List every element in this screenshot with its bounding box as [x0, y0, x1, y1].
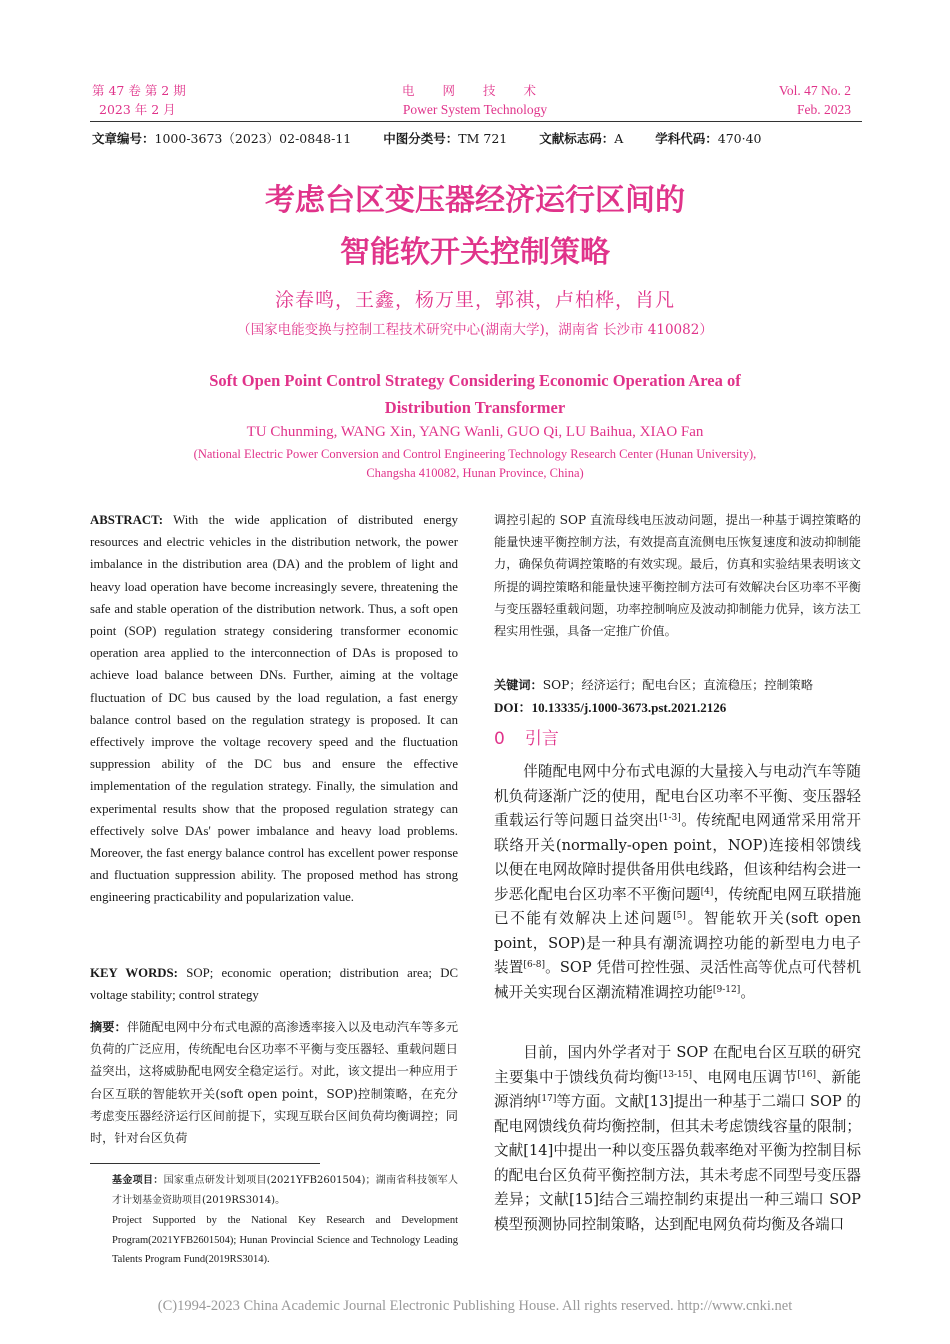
title-en-line2: Distribution Transformer [384, 398, 566, 417]
section-heading-intro [494, 726, 861, 752]
citation-ref[interactable]: [4] [700, 886, 714, 897]
copyright-notice: (C)1994-2023 China Academic Journal Electronic Publishing House. All rights reserved. http://www.cnki.net [157, 1298, 793, 1314]
journal-issue-en [640, 81, 851, 119]
clc-number: 中图分类号：TM 721 [383, 131, 508, 146]
document-code: 文献标志码：A [539, 131, 624, 146]
keywords-cn [494, 674, 861, 696]
abstract-en [90, 509, 458, 909]
doi [494, 697, 861, 719]
citation-ref[interactable]: [6-8] [523, 960, 546, 971]
citation-ref[interactable]: [16] [797, 1069, 816, 1080]
keywords-cn-label: 关键词： [494, 678, 543, 692]
affiliation-en-line1: (National Electric Power Conversion and Control Engineering Technology Research Center (Hunan University), [193, 447, 757, 461]
journal-name-en: Power System Technology [402, 102, 548, 117]
article-meta [92, 130, 790, 148]
abstract-cn [90, 1016, 458, 1149]
abstract-label: ABSTRACT: [90, 513, 164, 527]
affiliation-en [60, 445, 890, 483]
funding-cn-text: 国家重点研发计划项目(2021YFB2601504)；湖南省科技领军人才计划基金资助项目(2019RS3014)。 [112, 1175, 458, 1206]
paper-title-en [60, 367, 890, 421]
citation-ref[interactable]: [5] [673, 911, 686, 922]
volume-issue: 第 47 卷 第 2 期 [92, 83, 186, 98]
citation-ref[interactable]: [17] [537, 1094, 557, 1105]
section-title: 引言 [524, 729, 559, 749]
volume-issue-en: Vol. 47 No. 2 [778, 83, 851, 98]
footnote-funding-cn [112, 1171, 458, 1210]
section-number: 0 [494, 729, 505, 749]
authors-en: TU Chunming, WANG Xin, YANG Wanli, GUO Qi, LU Baihua, XIAO Fan [246, 424, 704, 440]
authors-cn: 涂春鸣，王鑫，杨万里，郭祺，卢柏桦，肖凡 [274, 289, 675, 311]
journal-issue-cn [92, 81, 186, 119]
keywords-cn-text: SOP；经济运行；配电台区；直流稳压；控制策略 [542, 678, 814, 692]
footnote-rule [90, 1163, 320, 1164]
doi-value: 10.13335/j.1000-3673.pst.2021.2126 [531, 700, 727, 715]
paper-title-cn [60, 175, 890, 279]
abstract-cn-continued: 调控引起的 SOP 直流母线电压波动问题，提出一种基于调控策略的能量快速平衡控制方法，有效提高直流侧电压恢复速度和波动抑制能力，确保负荷调控策略的有效实现。最后，仿真和实验结果表明该文所提的调控策略和能量快速平衡控制方法可有效解决台区功率不平衡与变压器轻重载问题，功率控制响应及波动抑制能力优异，该方法工程实用性强，具备一定推广价值。 [494, 513, 861, 639]
footnote-funding-en: Project Supported by the National Key Research and Development Program(2021YFB2601504); Hunan Provincial Science and Technology Leading Talents Program Fund(2019RS3014). [112, 1215, 458, 1266]
citation-ref[interactable]: [13-15] [658, 1069, 693, 1080]
citation-ref[interactable]: [9-12] [712, 984, 741, 995]
keywords-label: KEY WORDS: [90, 966, 178, 980]
issue-date-en: Feb. 2023 [797, 102, 851, 117]
affiliation-en-line2: Changsha 410082, Hunan Province, China) [366, 466, 584, 480]
abstract-cn-label: 摘要： [90, 1020, 127, 1034]
abstract-cn-text-left: 伴随配电网中分布式电源的高渗透率接入以及电动汽车等多元负荷的广泛应用，传统配电台区功率不平衡与变压器轻、重载问题日益突出，这将威胁配电网安全稳定运行。对此，该文提出一种应用于台区互联的智能软开关(soft open point，SOP)控制策略，在充分考虑变压器经济运行区间前提下，实现互联台区间负荷均衡调控；同时，针对台区负荷 [90, 1020, 459, 1146]
subject-code: 学科代码：470·40 [655, 131, 762, 146]
journal-name [300, 81, 650, 119]
keywords-en [90, 962, 458, 1006]
title-cn-line1: 考虑台区变压器经济运行区间的 [265, 183, 685, 218]
citation-ref[interactable]: [1-3] [659, 813, 681, 824]
doi-label: DOI： [494, 700, 532, 715]
issue-date: 2023 年 2 月 [99, 102, 176, 117]
article-number: 文章编号：1000-3673（2023）02-0848-11 [92, 131, 352, 146]
abstract-en-text: With the wide application of distributed energy resources and electric vehicles in the distribution network, the power imbalance in the distribution area (DA) and the problem of light and heavy load operation have become increasingly severe, threatening the safe and stable operation of the distribution network. Thus, a soft open point (SOP) regulation strategy considering transformer economic operation area applied to the interconnection of DAs is proposed to achieve load balance between DNs. Further, aiming at the voltage fluctuation of DC bus caused by the load regulation, a fast energy balance control based on the regulation strategy is proposed. It can effectively improve the voltage recovery speed and the fluctuation suppression ability of the DC bus and ensure the effective implementation of the regulation strategy. Finally, the simulation and experimental results show that the proposed regulation strategy can effectively solve DAs' power imbalance and heavy load problems. Moreover, the fast energy balance control has excellent power response and fluctuation suppression ability. The proposed method has strong engineering practicability and popularization value. [90, 513, 458, 905]
journal-name-cn: 电 网 技 术 [402, 83, 548, 98]
funding-label: 基金项目： [112, 1175, 164, 1186]
title-cn-line2: 智能软开关控制策略 [340, 235, 610, 270]
intro-paragraph-1: 伴随配电网中分布式电源的大量接入与电动汽车等随机负荷逐渐广泛的使用，配电台区功率不平衡、变压器轻重载运行等问题日益突出[1-3]。传统配电网通常采用常开联络开关(normally-open point，NOP)连接相邻馈线以便在电网故障时提供备用供电线路，但该种结构会进一步恶化配电台区功率不平衡问题[4]，传统配电网互联措施已不能有效解决上述问题[5]。智能软开关(soft open point，SOP)是一种具有潮流调控功能的新型电力电子装置[6-8]。SOP 凭借可控性强、灵活性高等优点可代替机械开关实现台区潮流精准调控功能[9-12]。 [494, 763, 861, 1001]
affiliation-cn: （国家电能变换与控制工程技术研究中心(湖南大学)，湖南省 长沙市 410082） [237, 322, 713, 338]
keywords-en-text: SOP; economic operation; distribution area; DC voltage stability; control strategy [90, 966, 458, 1003]
header-rule [90, 121, 862, 122]
intro-paragraph-2: 目前，国内外学者对于 SOP 在配电台区互联的研究主要集中于馈线负荷均衡[13-15]、电网电压调节[16]、新能源消纳[17]等方面。文献[13]提出一种基于二端口 SOP 的配电网馈线负荷均衡控制，但其未考虑馈线容量的限制；文献[14]中提出一种以变压器负载率绝对平衡为控制目标的配电台区负荷平衡控制方法，其未考虑不同型号变压器差异；文献[15]结合三端控制约束提出一种三端口 SOP 模型预测协同控制策略，达到配电网负荷均衡及各端口 [494, 1044, 861, 1233]
title-en-line1: Soft Open Point Control Strategy Considering Economic Operation Area of [209, 371, 741, 390]
